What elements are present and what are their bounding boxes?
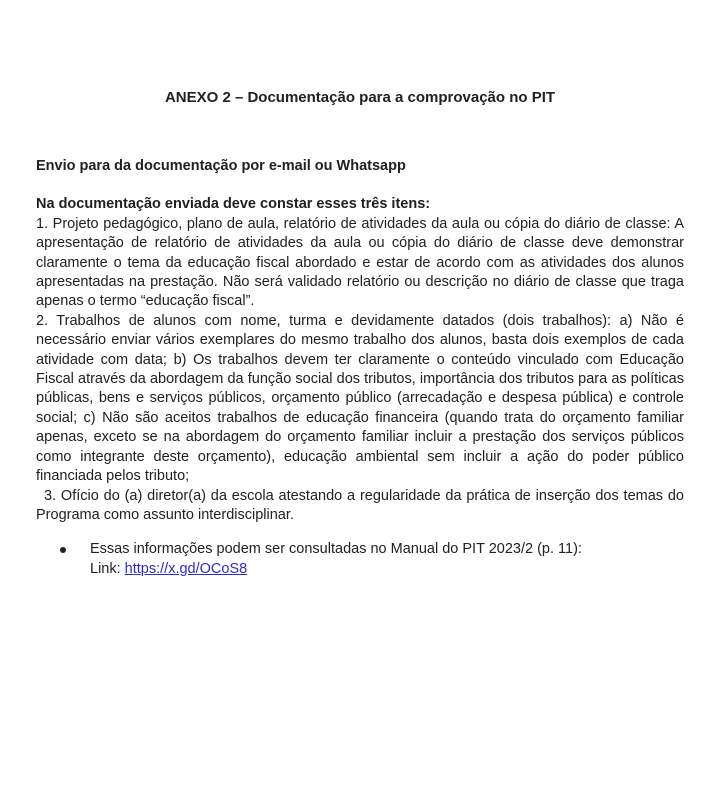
paragraph-item-2: 2. Trabalhos de alunos com nome, turma e devidamente datados (dois trabalhos): a) Não é necessário enviar vários exemplares do mesmo trabalho dos alunos, basta dois exemplos de cada atividade com data; b) Os trabalhos devem ter claramente o conteúdo vinculado com Educação Fiscal através da abordagem da função social dos tributos, importância dos tributos para as políticas públicas, bens e serviços públicos, orçamento público (arrecadação e despesa pública) e controle social; c) Não são aceitos trabalhos de educação financeira (quando trata do orçamento familiar apenas, exceto se na abordagem do orçamento familiar incluir a prestação dos serviços públicos como integrante deste orçamento), educação ambiental sem incluir a ação do poder público financiada pelos tributo; xyxy=(36,312,684,485)
bullet-list-item xyxy=(60,540,684,579)
manual-link[interactable]: https://x.gd/OCoS8 xyxy=(124,560,248,577)
bullet-text: Essas informações podem ser consultadas no Manual do PIT 2023/2 (p. 11): xyxy=(90,541,582,558)
bullet-icon xyxy=(60,547,66,553)
paragraph-item-3: 3. Ofício do (a) diretor(a) da escola atestando a regularidade da prática de inserção dos temas do Programa como assunto interdisciplinar. xyxy=(36,487,684,523)
link-label: Link: xyxy=(90,560,125,577)
bullet-body xyxy=(90,540,684,579)
heading-envio-documentacao: Envio para da documentação por e-mail ou Whatsapp xyxy=(36,158,406,174)
bullet-link-line xyxy=(90,560,684,579)
bullet-marker-cell xyxy=(60,540,90,579)
heading-tres-itens: Na documentação enviada deve constar esses três itens: xyxy=(36,196,431,213)
document-title: ANEXO 2 – Documentação para a comprovação no PIT xyxy=(164,89,556,106)
paragraph-item-1: 1. Projeto pedagógico, plano de aula, relatório de atividades da aula ou cópia do diário de classe: A apresentação de relatório de atividades da aula ou cópia do diário de classe deve demonstrar claramente o tema da educação fiscal abordado e estar de acordo com as atividades dos alunos apresentadas na prestação. Não será validado relatório ou descrição no diário de classe que traga apenas o termo “educação fiscal”. xyxy=(36,215,684,310)
